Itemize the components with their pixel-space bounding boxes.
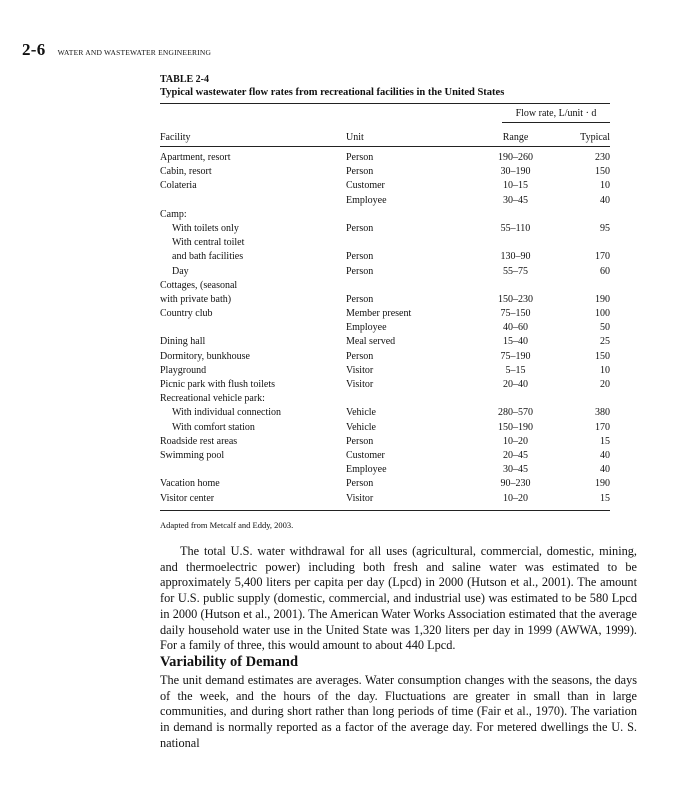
cell-typical: 95 (600, 222, 610, 234)
cell-facility: With toilets only (172, 222, 239, 234)
table-row (160, 406, 610, 420)
table-row (160, 250, 610, 264)
cell-facility (160, 321, 346, 335)
cell-range: 150–190 (498, 421, 533, 433)
table-row (160, 350, 610, 364)
cell-range: 10–20 (503, 492, 528, 504)
table-row (160, 165, 610, 179)
cell-range: 55–110 (500, 222, 531, 234)
cell-unit: Person (346, 265, 374, 277)
cell-typical: 15 (600, 492, 610, 504)
cell-facility: Roadside rest areas (160, 435, 238, 447)
cell-range (464, 279, 567, 293)
cell-range: 190–260 (498, 152, 533, 163)
cell-facility: With comfort station (172, 421, 255, 433)
cell-typical (567, 208, 610, 222)
table-row (160, 321, 610, 335)
cell-unit: Person (346, 152, 374, 163)
cell-unit: Person (346, 222, 374, 234)
cell-unit: Person (346, 251, 374, 263)
column-header-facility: Facility (160, 132, 191, 143)
table-row (160, 179, 610, 193)
cell-facility (160, 194, 346, 208)
table-row (160, 335, 610, 349)
table-row (160, 492, 610, 506)
cell-unit: Customer (346, 180, 385, 192)
cell-range: 15–40 (503, 336, 528, 348)
table-row (160, 477, 610, 491)
cell-facility: With central toilet (172, 237, 245, 249)
cell-typical: 230 (595, 152, 610, 163)
cell-typical (567, 279, 610, 293)
cell-typical: 150 (595, 350, 610, 362)
cell-range: 30–45 (503, 464, 528, 476)
table-row (160, 222, 610, 236)
cell-unit: Visitor (346, 364, 374, 376)
cell-typical: 40 (600, 464, 610, 476)
cell-typical (567, 236, 610, 250)
cell-unit (346, 392, 464, 406)
table-row (160, 151, 610, 165)
cell-unit: Member present (346, 308, 412, 320)
cell-typical: 150 (595, 166, 610, 178)
cell-unit: Visitor (346, 492, 374, 504)
table-row (160, 279, 610, 293)
cell-unit: Person (346, 293, 374, 305)
cell-range (464, 208, 567, 222)
table-source-note: Adapted from Metcalf and Eddy, 2003. (160, 519, 294, 530)
cell-range: 55–75 (503, 265, 528, 277)
cell-typical: 60 (600, 265, 610, 277)
table-row (160, 364, 610, 378)
cell-typical: 20 (600, 379, 610, 390)
cell-typical: 40 (600, 194, 610, 206)
cell-typical: 380 (595, 407, 610, 419)
cell-unit: Employee (346, 322, 387, 334)
table-row (160, 307, 610, 321)
cell-typical: 100 (595, 308, 610, 320)
flow-rate-rule (502, 122, 610, 123)
table-row (160, 392, 610, 406)
cell-range: 30–190 (500, 166, 531, 178)
cell-range: 20–45 (503, 449, 528, 461)
cell-facility: Colateria (160, 180, 197, 192)
cell-typical: 190 (595, 478, 610, 490)
cell-typical: 25 (600, 336, 610, 348)
cell-typical: 40 (600, 449, 610, 461)
table-row (160, 435, 610, 449)
column-header-range: Range (502, 132, 529, 143)
table-row (160, 378, 610, 392)
table-2-4 (160, 74, 610, 530)
column-header-unit: Unit (346, 132, 364, 143)
cell-typical: 50 (600, 322, 610, 334)
running-head (22, 40, 211, 60)
cell-range: 5–15 (505, 364, 526, 376)
cell-typical (567, 392, 610, 406)
cell-unit: Person (346, 350, 374, 362)
table-row (160, 449, 610, 463)
cell-range: 150–230 (498, 293, 533, 305)
cell-typical: 170 (595, 421, 610, 433)
body-paragraph-2 (160, 673, 637, 752)
cell-facility: Dining hall (160, 336, 206, 348)
table-row (160, 208, 610, 222)
cell-facility: Day (172, 265, 189, 277)
cell-facility: Playground (160, 364, 207, 376)
page-number: 2-6 (22, 40, 46, 59)
column-header-typical: Typical (580, 132, 610, 143)
cell-facility (160, 463, 346, 477)
cell-unit: Person (346, 166, 374, 178)
cell-facility: Visitor center (160, 492, 215, 504)
cell-facility: Cottages, (seasonal (160, 279, 238, 291)
cell-unit: Meal served (346, 336, 396, 348)
cell-unit: Visitor (346, 379, 374, 390)
section-heading: Variability of Demand (160, 654, 299, 670)
cell-facility: Country club (160, 308, 213, 320)
book-title: WATER AND WASTEWATER ENGINEERING (57, 48, 212, 57)
cell-facility: With individual connection (172, 407, 282, 419)
table-row (160, 463, 610, 477)
cell-range: 75–190 (500, 350, 531, 362)
table-row (160, 265, 610, 279)
table-row (160, 421, 610, 435)
flow-rate-header: Flow rate, L/unit · d (515, 108, 597, 119)
table-row (160, 236, 610, 250)
cell-range: 10–20 (503, 435, 528, 447)
cell-range: 30–45 (503, 194, 528, 206)
cell-range: 40–60 (503, 322, 528, 334)
cell-range: 90–230 (500, 478, 531, 490)
cell-unit: Customer (346, 449, 385, 461)
cell-facility: Picnic park with flush toilets (160, 379, 275, 390)
table-title: Typical wastewater flow rates from recreational facilities in the United States (160, 87, 505, 98)
body-paragraph-1 (160, 544, 637, 654)
table-label: TABLE 2-4 (160, 74, 209, 85)
cell-typical: 10 (600, 180, 610, 192)
cell-facility: and bath facilities (172, 251, 244, 263)
cell-range: 20–40 (503, 379, 528, 390)
cell-unit: Person (346, 435, 374, 447)
table-row (160, 194, 610, 208)
cell-facility: Camp: (160, 208, 187, 220)
cell-facility: Cabin, resort (160, 166, 212, 178)
paragraph-text: The total U.S. water withdrawal for all uses (agricultural, commercial, domestic, mining, and thermoelectric power) including both fresh and saline water was estimated to be approximately 5,400 liters per capita per day (Lpcd) in 2000 (Hutson et al., 2001). The amount for U.S. public supply (domestic, commercial, and industrial use) was estimated to be 580 Lpcd in 2000 (Hutson et al., 2001). The American Water Works Association estimated that the average daily household water use in the United State was 1,320 liters per day in 1999 (AWWA, 1999). For a family of three, this would amount to about 440 Lpcd. (160, 544, 637, 653)
cell-typical: 190 (595, 293, 610, 305)
column-header-row (160, 126, 610, 146)
cell-facility: with private bath) (160, 293, 232, 305)
cell-unit: Employee (346, 464, 387, 476)
cell-typical: 15 (600, 435, 610, 447)
cell-facility: Vacation home (160, 478, 220, 490)
cell-facility: Swimming pool (160, 449, 225, 461)
cell-unit: Employee (346, 194, 387, 206)
cell-facility: Recreational vehicle park: (160, 393, 265, 405)
cell-range: 10–15 (503, 180, 528, 192)
cell-range (464, 392, 567, 406)
cell-range: 280–570 (498, 407, 533, 419)
cell-unit: Vehicle (346, 407, 376, 419)
cell-unit: Person (346, 478, 374, 490)
paragraph-text: The unit demand estimates are averages. Water consumption changes with the seasons, the days of the week, and the hours of the day. Fluctuations are greater in small than in large communities, and during short rather than long periods of time (Fair et al., 1970). The variation in demand is normally reported as a factor of the average day. For metered dwellings the U. S. national (160, 673, 637, 750)
table-bottom-rule (160, 510, 610, 511)
cell-typical: 170 (595, 251, 610, 263)
table-body (160, 147, 610, 510)
cell-unit: Vehicle (346, 421, 376, 433)
cell-unit (346, 208, 464, 222)
cell-unit (346, 236, 464, 250)
cell-range: 75–150 (500, 308, 531, 320)
table-row (160, 293, 610, 307)
cell-range: 130–90 (500, 251, 531, 263)
cell-facility: Apartment, resort (160, 152, 231, 163)
cell-typical: 10 (600, 364, 610, 376)
cell-range (464, 236, 567, 250)
cell-unit (346, 279, 464, 293)
cell-facility: Dormitory, bunkhouse (160, 350, 250, 362)
